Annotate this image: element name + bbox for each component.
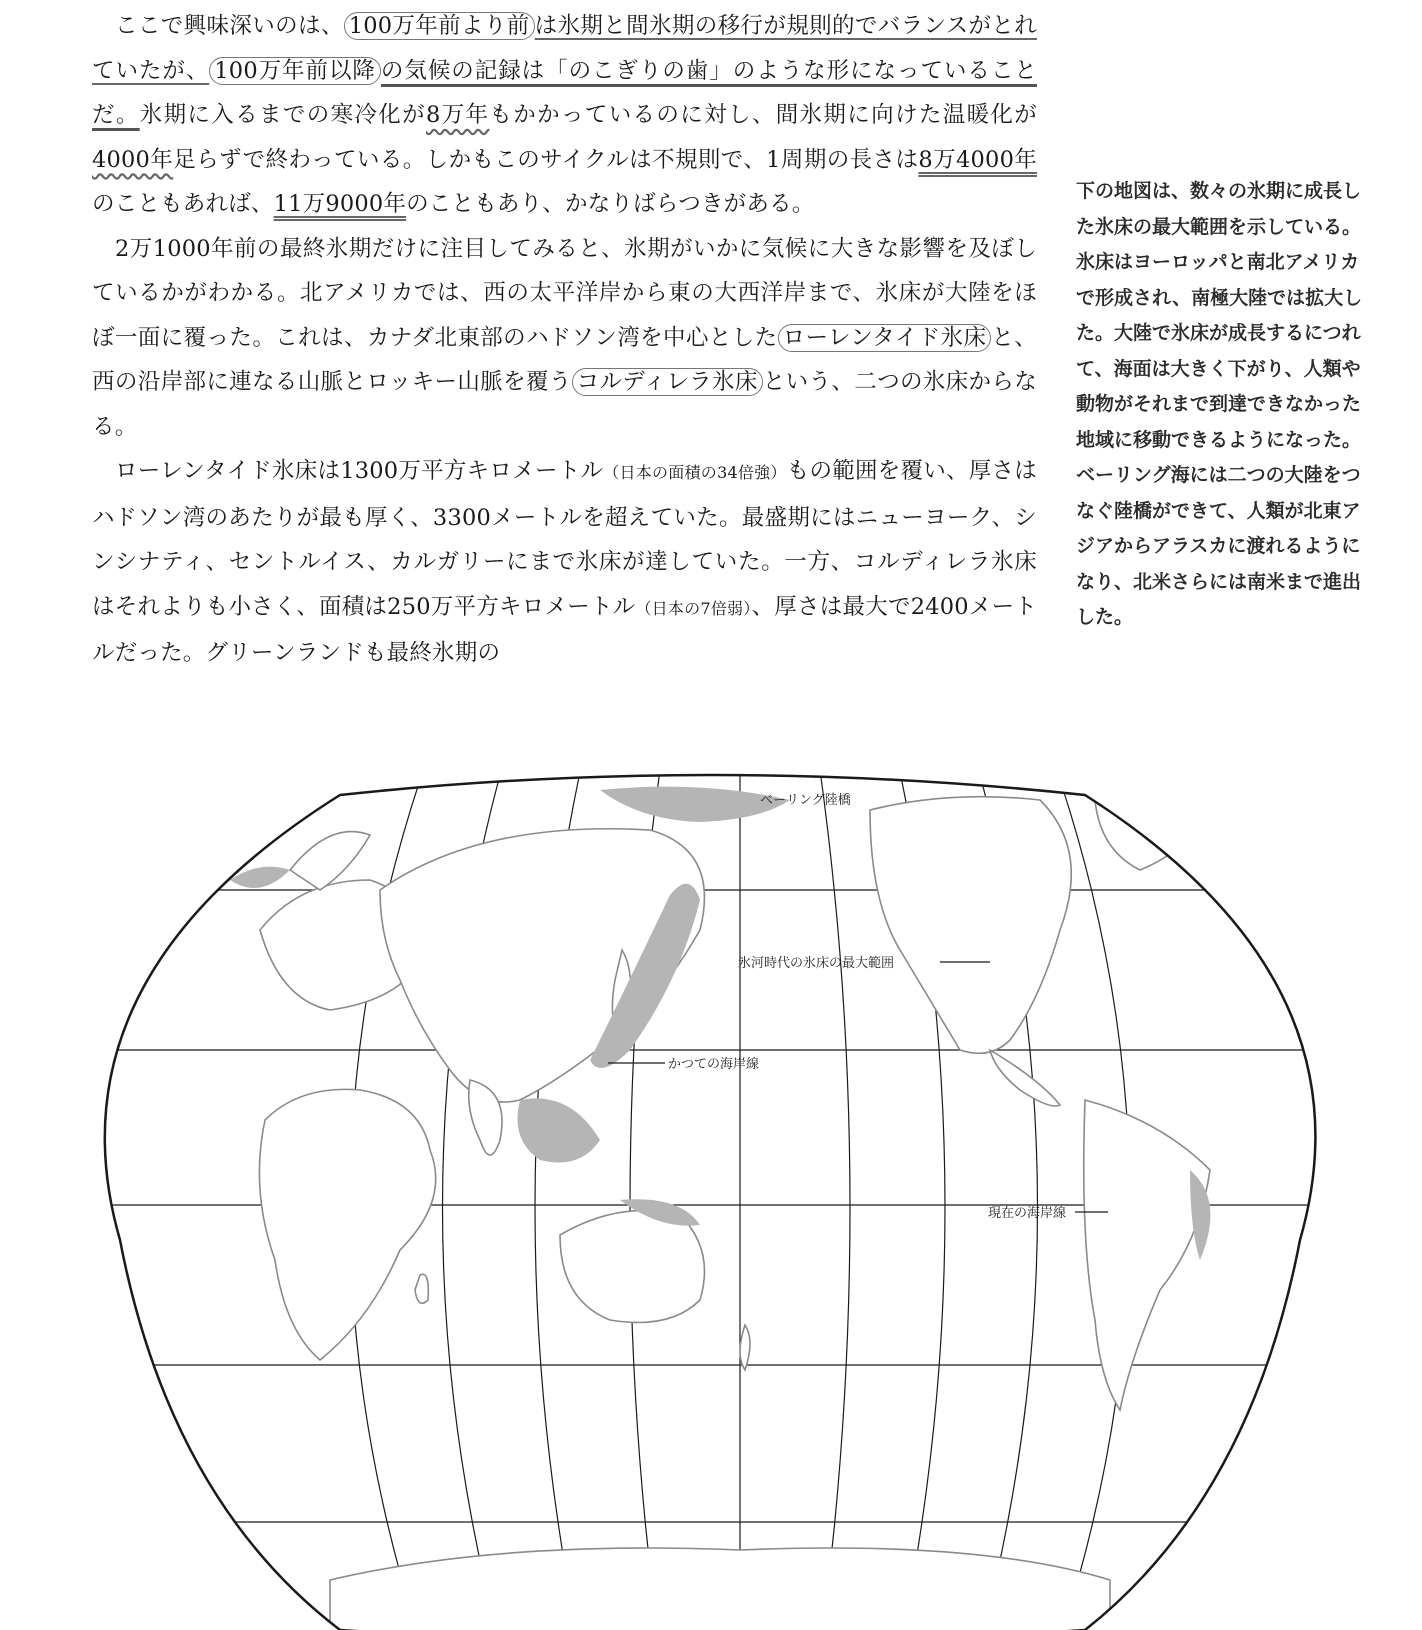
circled-phrase: 100万年前より前 [344,12,535,40]
text-span: もかかっているのに対し、間氷期に向けた温暖化が [489,102,1037,128]
circled-phrase: コルディレラ氷床 [572,368,763,396]
land-antarctica [330,1548,1110,1630]
circled-phrase: ローレンタイド氷床 [778,324,992,352]
text-span: 氷期に入るまでの寒冷化が [139,102,427,128]
text-span: という、二つの氷床からなる。 [92,369,1037,440]
land-masses [259,797,1210,1630]
land-south-america [1084,1100,1210,1410]
small-note: （日本の面積の34倍強） [603,463,787,482]
small-note: （日本の7倍弱） [635,598,752,618]
label-present-coastline: 現在の海岸線 [988,1206,1067,1221]
land-central-america [990,1050,1060,1106]
text-span: 2万1000年前の最終氷期だけに注目してみると、氷期がいかに気候に大きな影響を及ぼしているかがわかる。北アメリカでは、西の太平洋岸から東の大西洋岸まで、氷床が大陸をほぼ一面に覆った。これは、カナダ北東部のハドソン湾を中心とした [92,235,1037,351]
text-span: もの範囲を覆い、厚さはハドソン湾のあたりが最も厚く、3300メートルを超えていた。最盛期にはニューヨーク、シンシナティ、セントルイス、カルガリーにまで氷床が達していた。一方、コルディレラ氷床はそれよりも小さく、面積は250万平方キロメートル [92,458,1038,620]
text-span: 、厚さは最大で2400メートルだった。グリーンランドも最終氷期の [92,593,1038,666]
land-africa [259,1089,435,1360]
land-north-america [870,797,1071,1054]
land-new-zealand [740,1325,750,1370]
label-bering-land-bridge: ベーリング陸橋 [760,793,851,808]
map-grid [60,770,1370,1630]
wavy-underlined-phrase: 8万年 [426,102,490,128]
text-span: のこともあり、かなりばらつきがある。 [406,191,815,217]
land-greenland [1095,797,1200,870]
text-span: のこともあれば、 [92,191,274,217]
circled-phrase: 100万年前以降 [209,57,381,85]
ice-sunda-shelf [518,1098,601,1162]
map-caption: 下の地図は、数々の氷期に成長した氷床の最大範囲を示している。氷床はヨーロッパと南北アメリカで形成され、南極大陸では拡大した。大陸で氷床が成長するにつれて、海面は大きく下がり、人類や動物がそれまで到達できなかった地域に移動できるようになった。ベーリング海には二つの大陸をつなぐ陸橋ができて、人類が北東アジアからアラスカに渡れるようになり、北米さらには南米まで進出した。 [1076,180,1363,628]
label-ice-extent: 氷河時代の氷床の最大範囲 [738,956,895,971]
bold-underlined-phrase: の気候の記録は「のこぎりの歯」のような形になっていることだ。 [92,57,1037,128]
text-span: 足らずで終わっている。しかもこのサイクルは不規則で、1周期の長さは [173,146,919,173]
text-span: ローレンタイド氷床は1300万平方キロメートル [115,458,604,484]
label-old-coastline: かつての海岸線 [668,1057,760,1072]
text-span: ここで興味深いのは、 [115,13,344,39]
double-underlined-phrase: 8万4000年 [918,146,1038,173]
text-span: と、西の沿岸部に連なる山脈とロッキー山脈を覆う [92,324,1037,395]
land-australia [560,1211,705,1323]
wavy-underlined-phrase: 4000年 [92,146,174,173]
meridian-line [820,770,850,1630]
double-underlined-phrase: 11万9000年 [273,191,407,217]
underlined-phrase: は氷期と間氷期の移行が規則的でバランスがとれていたが、 [92,13,1037,84]
land-madagascar [415,1274,428,1303]
